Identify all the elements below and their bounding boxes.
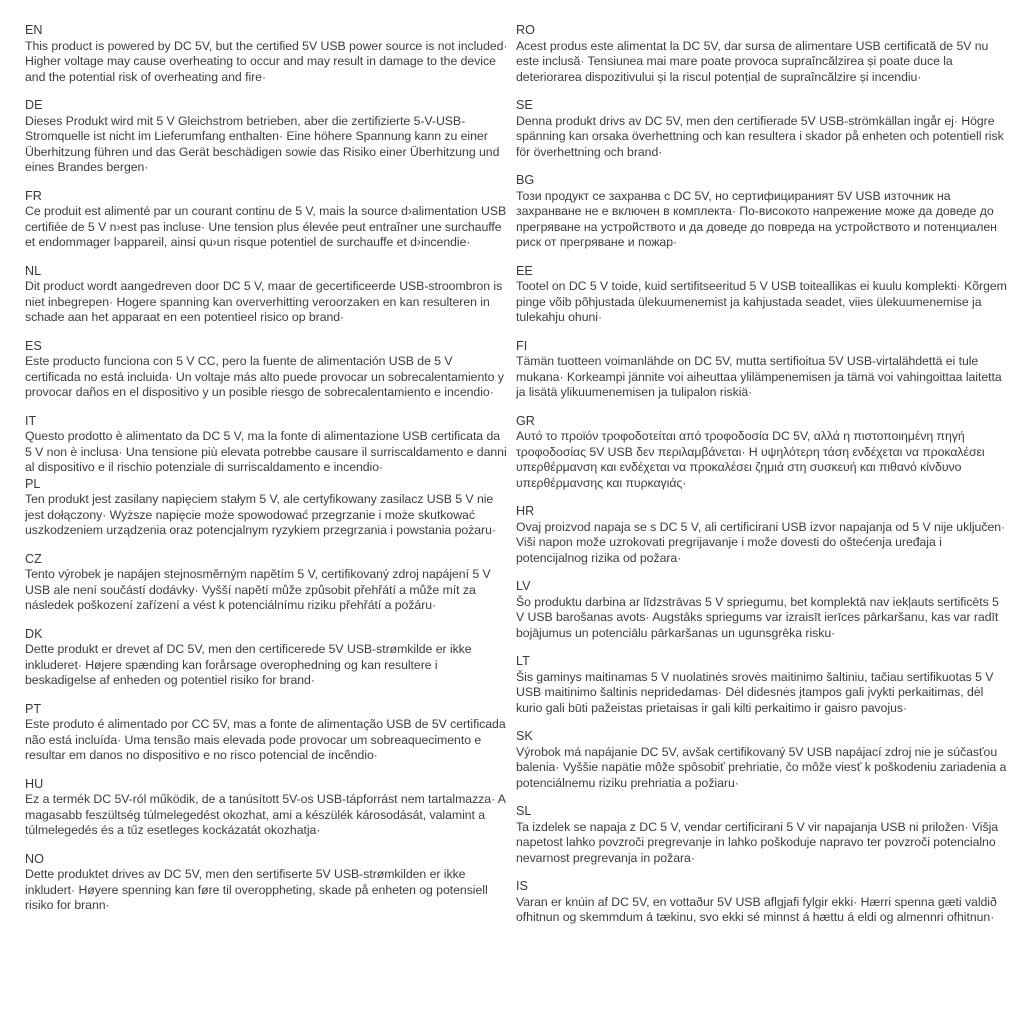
notice-text-fi: Tämän tuotteen voimanlähde on DC 5V, mutta sertifioitua 5V USB-virtalähdettä ei tule mukana· Korkeampi jännite voi aiheuttaa ylilämpenemisen ja tämä voi vahingoittaa laitetta ja lisätä ylikuumenemisen ja tulipalon riskiä· bbox=[516, 354, 1002, 399]
language-code-en: EN bbox=[25, 23, 43, 37]
notice-text-pl: Ten produkt jest zasilany napięciem stałym 5 V, ale certyfikowany zasilacz USB 5 V nie jest dołączony· Wyższe napięcie może spowodować przegrzanie i może skutkować uszkodzeniem urządzenia oraz potencjalnym ryzykiem przegrzania i powstania pożaru· bbox=[25, 492, 496, 537]
section-ro bbox=[516, 23, 1010, 85]
language-code-es: ES bbox=[25, 338, 42, 353]
notice-text-no: Dette produktet drives av DC 5V, men den sertifiserte 5V USB-strømkilden er ikke inkludert· Høyere spenning kan føre til overoppheting, skade på enheten og potensiell risiko for brann· bbox=[25, 867, 488, 912]
language-code-lv: LV bbox=[516, 579, 531, 593]
section-sk bbox=[516, 729, 1010, 791]
right-column bbox=[516, 23, 1010, 1014]
notice-text-pt: Este produto é alimentado por CC 5V, mas a fonte de alimentação USB de 5V certificada não está incluída· Uma tensão mais elevada pode provocar um sobreaquecimento e resultar em danos no dispositivo e no risco potencial de incêndio· bbox=[25, 717, 506, 762]
language-code-sl: SL bbox=[516, 804, 532, 818]
language-code-hr: HR bbox=[516, 504, 535, 518]
section-en bbox=[25, 23, 509, 85]
notice-text-es: Este producto funciona con 5 V CC, pero la fuente de alimentación USB de 5 V certificada no está incluida· Un voltaje más alto puede provocar un sobrecalentamiento y provocar daños en el dispositivo y un posible riesgo de sobrecalentamiento e incendio· bbox=[25, 354, 504, 399]
language-code-gr: GR bbox=[516, 413, 535, 428]
section-lt bbox=[516, 654, 1010, 716]
section-bg bbox=[516, 173, 1010, 251]
section-dk bbox=[25, 627, 509, 689]
language-code-ro: RO bbox=[516, 23, 535, 37]
section-ee bbox=[516, 264, 1010, 326]
language-code-fi: FI bbox=[516, 338, 528, 353]
section-cz bbox=[25, 552, 509, 614]
language-code-dk: DK bbox=[25, 626, 43, 641]
notice-text-lv: Šo produktu darbina ar līdzstrāvas 5 V spriegumu, bet komplektā nav iekļauts sertificēts 5 V USB barošanas avots· Augstāks spriegums var izraisīt ierīces pārkaršanu, kas var radīt bojājumus un potenciālu pārkaršanas un ugunsgrēka risku· bbox=[516, 594, 999, 640]
language-code-fr: FR bbox=[25, 188, 42, 203]
section-it bbox=[25, 414, 509, 476]
section-fi bbox=[516, 339, 1010, 401]
section-hr bbox=[516, 504, 1010, 566]
section-pl bbox=[25, 477, 509, 539]
language-code-sk: SK bbox=[516, 729, 533, 743]
section-de bbox=[25, 98, 509, 176]
notice-text-lt: Šis gaminys maitinamas 5 V nuolatinės srovės maitinimo šaltiniu, tačiau sertifikuotas 5 V USB maitinimo šaltinis nepridedamas· Dėl didesnės įtampos gali įvykti perkaitimas, dėl kurio gali būti pažeistas prietaisas ir gali kilti perkaitimo ir gaisro pavojus· bbox=[516, 669, 994, 715]
section-sl bbox=[516, 804, 1010, 866]
notice-text-en: This product is powered by DC 5V, but the certified 5V USB power source is not included· Higher voltage may cause overheating to occur and may result in damage to the device and the potential risk of overheating and fire· bbox=[25, 38, 508, 84]
notice-text-gr: Αυτό το προϊόν τροφοδοτείται από τροφοδοσία DC 5V, αλλά η πιστοποιημένη πηγή τροφοδοσίας 5V USB δεν περιλαμβάνεται· Η υψηλότερη τάση ενδέχεται να προκαλέσει υπερθέρμανση και ενδέχεται να προκαλέσει ζημιά στη συσκευή και πιθανό κίνδυνο υπερθέρμανσης και πυρκαγιάς· bbox=[516, 429, 985, 490]
left-column bbox=[25, 23, 509, 1014]
language-code-se: SE bbox=[516, 98, 533, 112]
notice-text-sk: Výrobok má napájanie DC 5V, avšak certifikovaný 5V USB napájací zdroj nie je súčasťou balenia· Vyššie napätie môže spôsobiť prehriatie, čo môže viesť k poškodeniu zariadenia a potenciálnemu riziku prehriatia a požiaru· bbox=[516, 744, 1007, 790]
notice-text-se: Denna produkt drivs av DC 5V, men den certifierade 5V USB-strömkällan ingår ej· Högre spänning kan orsaka överhettning och kan resultera i skador på enheten och potentiell risk för överhettning och brand· bbox=[516, 113, 1004, 159]
language-code-is: IS bbox=[516, 879, 528, 893]
notice-text-sl: Ta izdelek se napaja z DC 5 V, vendar certificirani 5 V vir napajanja USB ni priložen· Višja napetost lahko povzroči pregrevanje in lahko poškoduje napravo ter povzroči potencialno nevarnost pregrevanja in požara· bbox=[516, 819, 999, 865]
language-code-bg: BG bbox=[516, 173, 535, 187]
notice-text-hr: Ovaj proizvod napaja se s DC 5 V, ali certificirani USB izvor napajanja od 5 V nije uključen· Viši napon može uzrokovati pregrijavanje i može dovesti do oštećenja uređaja i potencijalnog rizika od požara· bbox=[516, 519, 1006, 565]
notice-text-ee: Tootel on DC 5 V toide, kuid sertifitseeritud 5 V USB toiteallikas ei kuulu komplekti· Kõrgem pinge võib põhjustada ülekuumenemist ja kahjustada seadet, viies ülekuumenemise ja tulekahju ohuni· bbox=[516, 279, 1007, 324]
language-code-ee: EE bbox=[516, 263, 533, 278]
language-code-nl: NL bbox=[25, 263, 42, 278]
notice-text-hu: Ez a termék DC 5V-ról működik, de a tanúsított 5V-os USB-tápforrást nem tartalmazza· A magasabb feszültség túlmelegedést okozhat, ami a készülék károsodását, valamint a túlmelegedés és a tűz esetleges kockázatát okozhatja· bbox=[25, 792, 506, 837]
section-pt bbox=[25, 702, 509, 764]
section-hu bbox=[25, 777, 509, 839]
notice-text-bg: Този продукт се захранва с DC 5V, но сертифицираният 5V USB източник на захранване не е включен в комплекта· По-високото напрежение може да доведе до прегряване на устройството и да доведе до повреда на устройството и потенциален риск от прегряване и пожар· bbox=[516, 188, 997, 249]
language-code-pt: PT bbox=[25, 701, 42, 716]
notice-text-is: Varan er knúin af DC 5V, en vottaður 5V USB aflgjafi fylgir ekki· Hærri spenna gæti valdið ofhitnun og skemmdum á tækinu, svo ekki sé minnst á hættu á eldi og almennri ofhitnun· bbox=[516, 894, 997, 924]
notice-text-cz: Tento výrobek je napájen stejnosměrným napětím 5 V, certifikovaný zdroj napájení 5 V USB ale není součástí dodávky· Vyšší napětí může způsobit přehřátí a může mít za následek poškození zařízení a vést k potenciálnímu riziku přehřátí a požáru· bbox=[25, 567, 491, 612]
section-lv bbox=[516, 579, 1010, 641]
section-gr bbox=[516, 414, 1010, 492]
notice-text-it: Questo prodotto è alimentato da DC 5 V, ma la fonte di alimentazione USB certificata da 5 V non è inclusa· Una tensione più elevata potrebbe causare il surriscaldamento e danni al dispositivo e il rischio potenziale di surriscaldamento e incendio· bbox=[25, 429, 507, 474]
notice-text-ro: Acest produs este alimentat la DC 5V, dar sursa de alimentare USB certificată de 5V nu este inclusă· Tensiunea mai mare poate provoca supraîncălzirea și poate duce la deteriorarea dispozitivului și la riscul potențial de supraîncălzire și incendiu· bbox=[516, 38, 989, 84]
language-code-hu: HU bbox=[25, 776, 44, 791]
notice-text-fr: Ce produit est alimenté par un courant continu de 5 V, mais la source d›alimentation USB certifiée de 5 V n›est pas incluse· Une tension plus élevée peut entraîner une surchauffe et endommager l›appareil, ainsi qu›un risque potentiel de surchauffe et d›incendie· bbox=[25, 204, 507, 249]
language-code-no: NO bbox=[25, 851, 44, 866]
language-code-it: IT bbox=[25, 413, 37, 428]
section-es bbox=[25, 339, 509, 401]
language-code-lt: LT bbox=[516, 654, 530, 668]
language-code-de: DE bbox=[25, 98, 43, 112]
notice-text-nl: Dit product wordt aangedreven door DC 5 V, maar de gecertificeerde USB-stroombron is niet inbegrepen· Hogere spanning kan oververhitting veroorzaken en kan resulteren in schade aan het apparaat en een potentieel risico op brand· bbox=[25, 279, 503, 324]
section-is bbox=[516, 879, 1010, 926]
language-code-pl: PL bbox=[25, 476, 41, 491]
notice-text-de: Dieses Produkt wird mit 5 V Gleichstrom betrieben, aber die zertifizierte 5-V-USB-Stromquelle ist nicht im Lieferumfang enthalten· Eine höhere Spannung kann zu einer Überhitzung führen und das Gerät beschädigen sowie das Risiko einer Überhitzung und eines Brandes bergen· bbox=[25, 113, 500, 174]
section-no bbox=[25, 852, 509, 914]
section-se bbox=[516, 98, 1010, 160]
language-code-cz: CZ bbox=[25, 551, 42, 566]
notice-text-dk: Dette produkt er drevet af DC 5V, men den certificerede 5V USB-strømkilde er ikke inkluderet· Højere spænding kan forårsage overophedning og kan resultere i beskadigelse af enheden og potentiel risiko for brand· bbox=[25, 642, 472, 687]
section-fr bbox=[25, 189, 509, 251]
section-nl bbox=[25, 264, 509, 326]
